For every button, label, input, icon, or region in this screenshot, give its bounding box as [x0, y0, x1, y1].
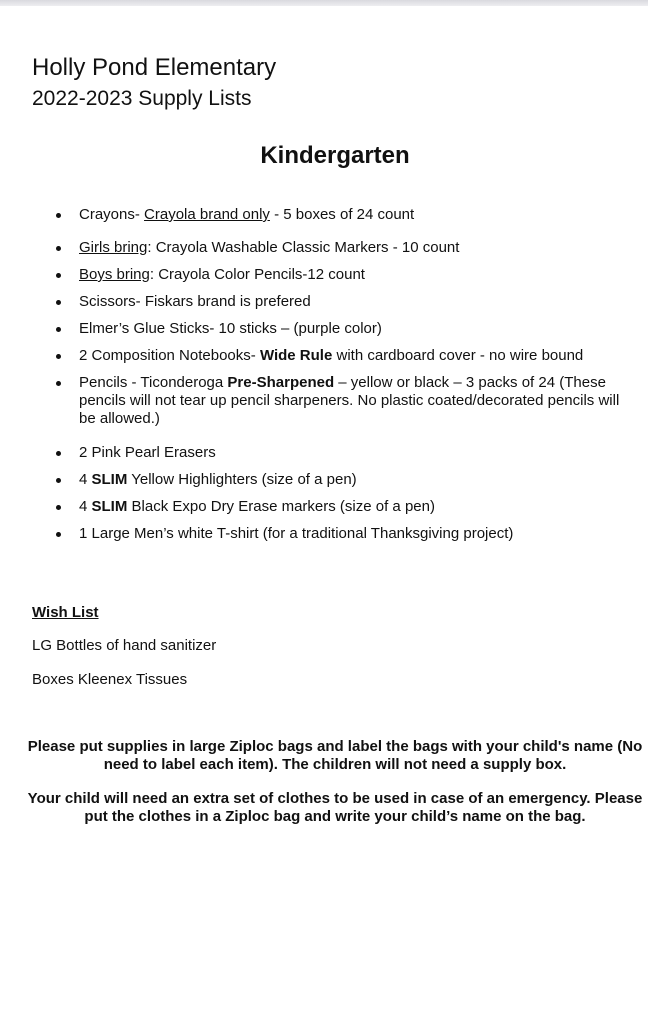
list-item-erasers [48, 444, 628, 462]
highlighters-text: Yellow Highlighters (size of a pen) [127, 471, 357, 488]
bullet-icon [56, 451, 61, 456]
list-item-notebooks [48, 347, 628, 365]
bullet-icon [56, 381, 61, 386]
list-item-glue [48, 320, 628, 338]
bullet-icon [56, 273, 61, 278]
list-item-girls [48, 239, 628, 257]
notebooks-text: 2 Composition Notebooks- [79, 347, 260, 364]
clothes-notice: Your child will need an extra set of clothes to be used in case of an emergency. Please put the clothes in a Ziploc bag and write your child’s name on the bag. [27, 790, 643, 825]
wish-list-item: LG Bottles of hand sanitizer [32, 637, 217, 654]
notebooks-cover: with cardboard cover - no wire bound [332, 347, 584, 364]
crayons-brand: Crayola brand only [144, 206, 270, 223]
ziploc-notice: Please put supplies in large Ziploc bags and label the bags with your child's name (No need to label each item). The children will not need a supply box. [27, 738, 643, 773]
wish-list-item: Boxes Kleenex Tissues [32, 671, 188, 688]
crayons-text: Crayons- [79, 206, 145, 223]
pencils-details: – yellow or black – 3 packs of 24 (These pencils will not tear up pencil sharpeners. No plastic coated/decorated pencils will be allowed.) [79, 374, 620, 427]
bullet-icon [56, 246, 61, 251]
bullet-icon [56, 354, 61, 359]
list-item-boys [48, 266, 628, 284]
tshirt-text: 1 Large Men’s white T-shirt (for a traditional Thanksgiving project) [79, 525, 514, 542]
expo-slim: SLIM [91, 498, 128, 515]
pencils-text: Pencils - Ticonderoga [79, 374, 228, 391]
list-item-tshirt [48, 525, 628, 543]
expo-count: 4 [79, 498, 92, 515]
document-subtitle: 2022-2023 Supply Lists [32, 87, 252, 110]
pencils-sharpened: Pre-Sharpened [227, 374, 335, 391]
bullet-icon [56, 213, 61, 218]
bullet-icon [56, 505, 61, 510]
boys-text: : Crayola Color Pencils-12 count [149, 266, 365, 283]
bullet-icon [56, 532, 61, 537]
wish-list-title: Wish List [32, 604, 99, 621]
highlighters-slim: SLIM [91, 471, 128, 488]
top-bar [0, 0, 648, 6]
highlighters-count: 4 [79, 471, 92, 488]
bullet-icon [56, 327, 61, 332]
list-item-pencils [48, 374, 628, 428]
girls-label: Girls bring [79, 239, 148, 256]
list-item-highlighters [48, 471, 628, 489]
school-name: Holly Pond Elementary [32, 54, 277, 81]
crayons-count: - 5 boxes of 24 count [269, 206, 415, 223]
erasers-text: 2 Pink Pearl Erasers [79, 444, 216, 461]
boys-label: Boys bring [79, 266, 150, 283]
expo-text: Black Expo Dry Erase markers (size of a pen) [127, 498, 435, 515]
list-item-crayons [48, 206, 628, 224]
list-item-expo-markers [48, 498, 628, 516]
bullet-icon [56, 300, 61, 305]
supply-list [48, 206, 628, 552]
notebooks-rule: Wide Rule [259, 347, 333, 364]
girls-text: : Crayola Washable Classic Markers - 10 count [147, 239, 460, 256]
grade-heading: Kindergarten [260, 142, 410, 169]
glue-text: Elmer’s Glue Sticks- 10 sticks – (purple color) [79, 320, 382, 337]
list-item-scissors [48, 293, 628, 311]
bullet-icon [56, 478, 61, 483]
scissors-text: Scissors- Fiskars brand is prefered [79, 293, 311, 310]
